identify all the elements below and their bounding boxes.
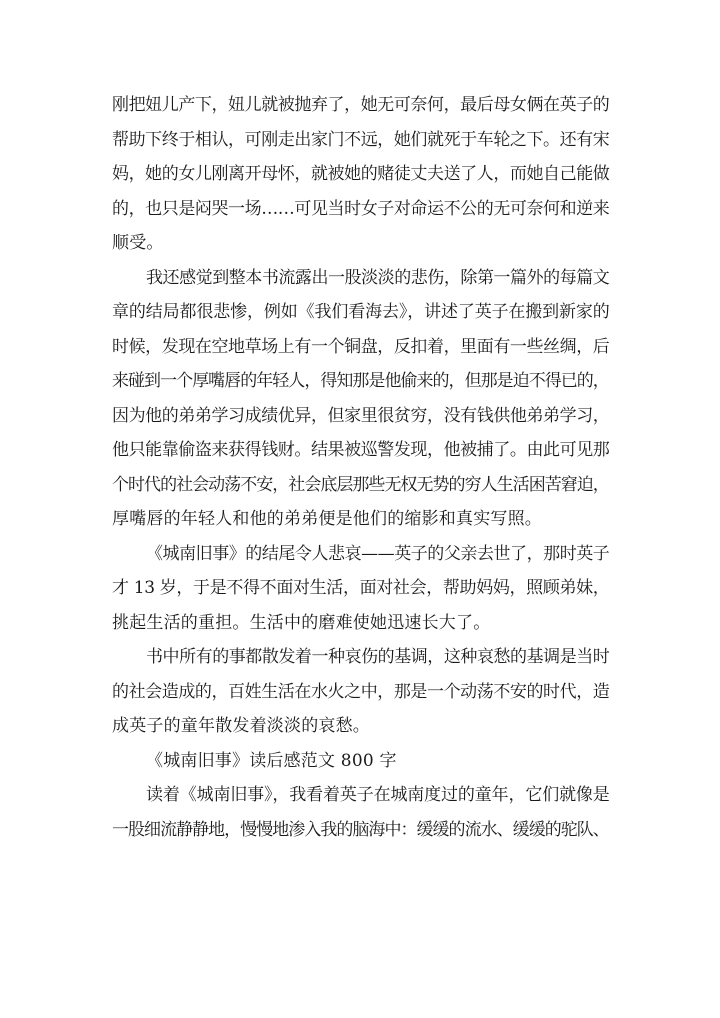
text-line: 的，也只是闷哭一场……可见当时女子对命运不公的无可奈何和逆来 <box>112 198 610 219</box>
text-line: 《城南旧事》的结尾令人悲哀——英子的父亲去世了，那时英子 <box>146 543 610 564</box>
text-line: 才 13 岁，于是不得不面对生活，面对社会，帮助妈妈，照顾弟妹， <box>112 578 610 598</box>
text-line: 章的结局都很悲惨，例如《我们看海去》，讲述了英子在搬到新家的 <box>112 302 610 322</box>
body-text <box>112 88 610 847</box>
text-line: 因为他的弟弟学习成绩优异，但家里很贫穷，没有钱供他弟弟学习， <box>112 405 610 426</box>
text-line: 读着《城南旧事》，我看着英子在城南度过的童年，它们就像是 <box>146 785 610 805</box>
text-line: 来碰到一个厚嘴唇的年轻人，得知那是他偷来的，但那是迫不得已的， <box>112 371 609 391</box>
text-line: 的社会造成的，百姓生活在水火之中，那是一个动荡不安的时代，造 <box>112 681 610 702</box>
heading-line: 《城南旧事》读后感范文 800 字 <box>146 750 397 771</box>
text-line: 妈，她的女儿刚离开母怀，就被她的赌徒丈夫送了人，而她自己能做 <box>112 164 610 184</box>
text-line: 成英子的童年散发着淡淡的哀愁。 <box>112 716 370 736</box>
paragraph-5 <box>112 778 610 847</box>
text-line: 顺受。 <box>112 233 164 253</box>
text-line: 我还感觉到整本书流露出一股淡淡的悲伤，除第一篇外的每篇文 <box>146 267 610 288</box>
paragraph-2 <box>112 261 610 537</box>
text-line: 挑起生活的重担。生活中的磨难使她迅速长大了。 <box>112 612 491 633</box>
text-line: 刚把妞儿产下，妞儿就被抛弃了，她无可奈何，最后母女俩在英子的 <box>112 95 610 115</box>
text-line: 一股细流静静地，慢慢地渗入我的脑海中：缓缓的流水、缓缓的驼队、 <box>112 819 609 840</box>
text-line: 时候，发现在空地草场上有一个铜盘，反扣着，里面有一些丝绸，后 <box>112 336 610 357</box>
text-line: 个时代的社会动荡不安，社会底层那些无权无势的穷人生活困苦窘迫， <box>112 474 609 495</box>
text-line: 厚嘴唇的年轻人和他的弟弟便是他们的缩影和真实写照。 <box>112 509 542 529</box>
paragraph-3 <box>112 537 610 641</box>
section-heading <box>112 744 610 779</box>
text-line: 帮助下终于相认，可刚走出家门不远，她们就死于车轮之下。还有宋 <box>112 129 610 150</box>
paragraph-4 <box>112 640 610 744</box>
paragraph-1 <box>112 88 610 261</box>
text-line: 他只能靠偷盗来获得钱财。结果被巡警发现，他被捕了。由此可见那 <box>112 440 610 460</box>
text-line: 书中所有的事都散发着一种哀伤的基调，这种哀愁的基调是当时 <box>146 647 610 667</box>
